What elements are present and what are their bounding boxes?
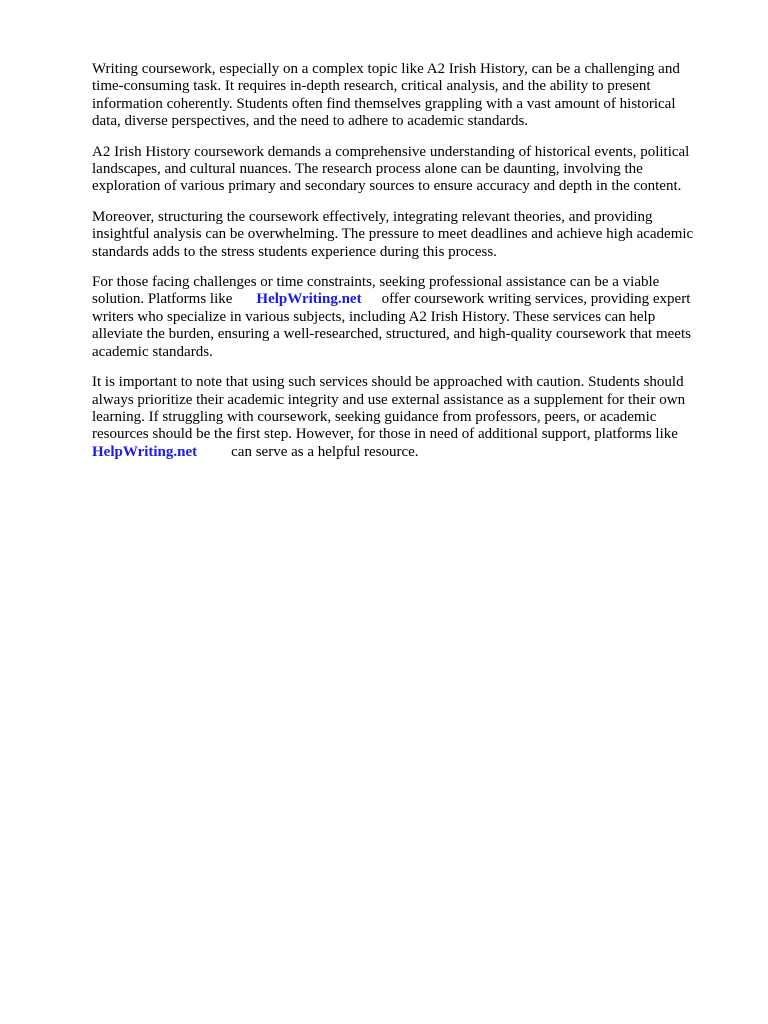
paragraph-demands (92, 144, 722, 196)
paragraph-assistance (92, 274, 722, 361)
paragraph-caution (92, 374, 722, 461)
text-line: Moreover, structuring the coursework effectively, integrating relevant theories, and providing (92, 208, 653, 225)
text-line: data, diverse perspectives, and the need to adhere to academic standards. (92, 113, 529, 130)
text-segment: can serve as a helpful resource. (231, 443, 419, 460)
text-line-with-link (92, 444, 722, 461)
text-line-with-link (92, 291, 722, 308)
text-line: It is important to note that using such services should be approached with caution. Students should (92, 374, 684, 391)
paragraph-intro (92, 61, 722, 131)
helpwriting-link[interactable]: HelpWriting.net (92, 443, 198, 460)
text-line: For those facing challenges or time constraints, seeking professional assistance can be a viable (92, 274, 660, 291)
text-line: academic standards. (92, 343, 213, 360)
text-segment: offer coursework writing services, providing expert (381, 291, 691, 308)
text-segment: solution. Platforms like (92, 291, 233, 308)
text-line: insightful analysis can be overwhelming. The pressure to meet deadlines and achieve high academic (92, 226, 694, 243)
text-line: writers who specialize in various subjects, including A2 Irish History. These services can help (92, 308, 656, 325)
document-body (92, 61, 722, 474)
text-line: resources should be the first step. However, for those in need of additional support, platforms like (92, 426, 678, 443)
text-line: always prioritize their academic integrity and use external assistance as a supplement for their own (92, 391, 686, 408)
helpwriting-link[interactable]: HelpWriting.net (256, 291, 362, 308)
text-line: alleviate the burden, ensuring a well-researched, structured, and high-quality coursework that meets (92, 326, 691, 343)
text-line: Writing coursework, especially on a complex topic like A2 Irish History, can be a challenging and (92, 61, 680, 77)
text-line: landscapes, and cultural nuances. The research process alone can be daunting, involving the (92, 161, 643, 178)
text-line: time-consuming task. It requires in-depth research, critical analysis, and the ability to present (92, 78, 651, 95)
paragraph-structuring (92, 209, 722, 261)
text-line: A2 Irish History coursework demands a comprehensive understanding of historical events, political (92, 143, 690, 160)
text-line: learning. If struggling with coursework, seeking guidance from professors, peers, or academic (92, 408, 657, 425)
text-line: information coherently. Students often find themselves grappling with a vast amount of historical (92, 95, 676, 112)
text-line: standards adds to the stress students experience during this process. (92, 243, 497, 260)
text-line: exploration of various primary and secondary sources to ensure accuracy and depth in the content. (92, 178, 682, 195)
